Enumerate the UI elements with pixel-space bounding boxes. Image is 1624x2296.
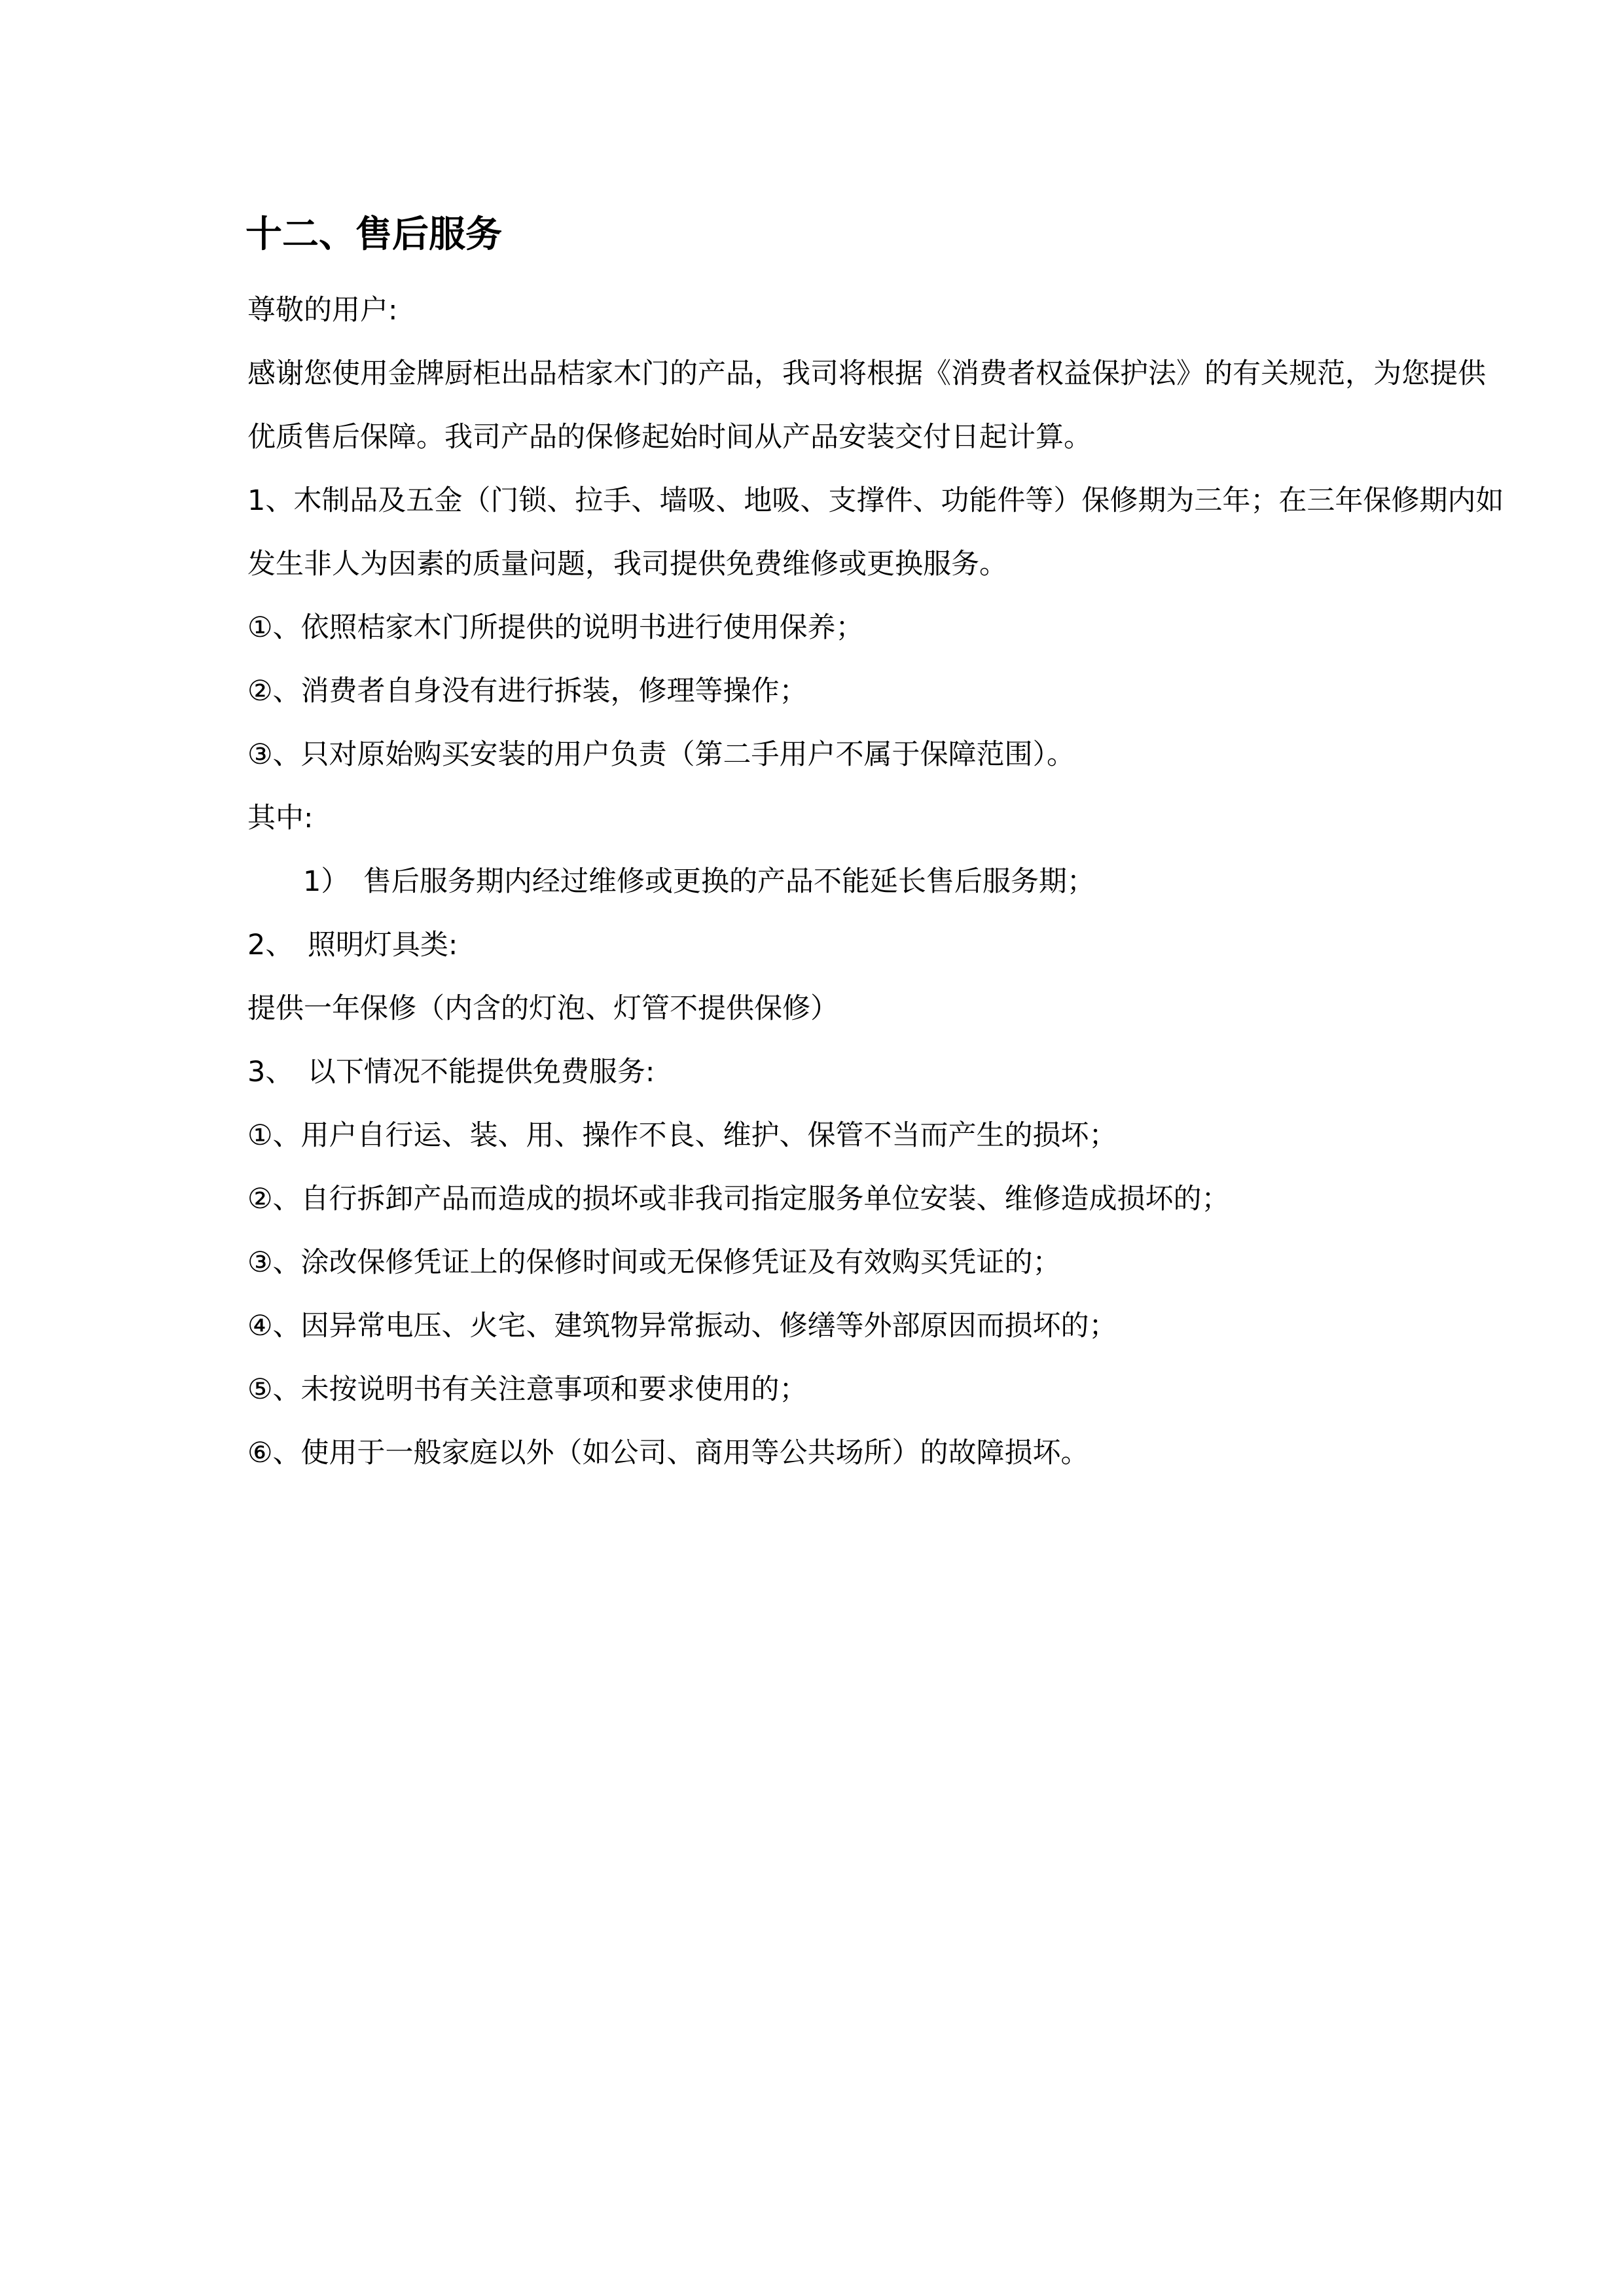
line-salutation: 尊敬的用户: (247, 294, 398, 327)
line-item2: 2、 照明灯具类: (247, 929, 458, 961)
line-intro-2: 优质售后保障。我司产品的保修起始时间从产品安装交付日起计算。 (247, 421, 1092, 454)
line-item3: 3、 以下情况不能提供免费服务: (247, 1056, 655, 1088)
line-item1-cond-2: ②、消费者自身没有进行拆装，修理等操作； (247, 675, 808, 708)
line-item1-cond-3: ③、只对原始购买安装的用户负责（第二手用户不属于保障范围）。 (247, 738, 1075, 771)
line-item1-cond-1: ①、依照桔家木门所提供的说明书进行使用保养； (247, 611, 864, 644)
line-item3-case-6: ⑥、使用于一般家庭以外（如公司、商用等公共场所）的故障损坏。 (247, 1437, 1089, 1469)
line-item2-detail: 提供一年保修（内含的灯泡、灯管不提供保修） (247, 992, 839, 1025)
line-item3-case-2: ②、自行拆卸产品而造成的损坏或非我司指定服务单位安装、维修造成损坏的； (247, 1183, 1230, 1215)
line-item3-case-3: ③、涂改保修凭证上的保修时间或无保修凭证及有效购买凭证的； (247, 1246, 1061, 1279)
line-note-subitem-1: 1） 售后服务期内经过维修或更换的产品不能延长售后服务期； (303, 865, 1095, 898)
line-item3-case-4: ④、因异常电压、火宅、建筑物异常振动、修缮等外部原因而损坏的； (247, 1310, 1117, 1342)
document-body (247, 279, 1547, 1485)
line-note-label: 其中: (247, 802, 314, 834)
section-heading: 十二、售后服务 (245, 213, 502, 256)
line-item3-case-5: ⑤、未按说明书有关注意事项和要求使用的； (247, 1373, 808, 1406)
line-item3-case-1: ①、用户自行运、装、用、操作不良、维护、保管不当而产生的损坏； (247, 1119, 1117, 1152)
line-intro-1: 感谢您使用金牌厨柜出品桔家木门的产品，我司将根据《消费者权益保护法》的有关规范，为您提供 (247, 357, 1486, 390)
line-item1-2: 发生非人为因素的质量问题，我司提供免费维修或更换服务。 (247, 548, 1007, 581)
line-item1-1: 1、木制品及五金（门锁、拉手、墙吸、地吸、支撑件、功能件等）保修期为三年；在三年保修期内如 (247, 484, 1504, 517)
